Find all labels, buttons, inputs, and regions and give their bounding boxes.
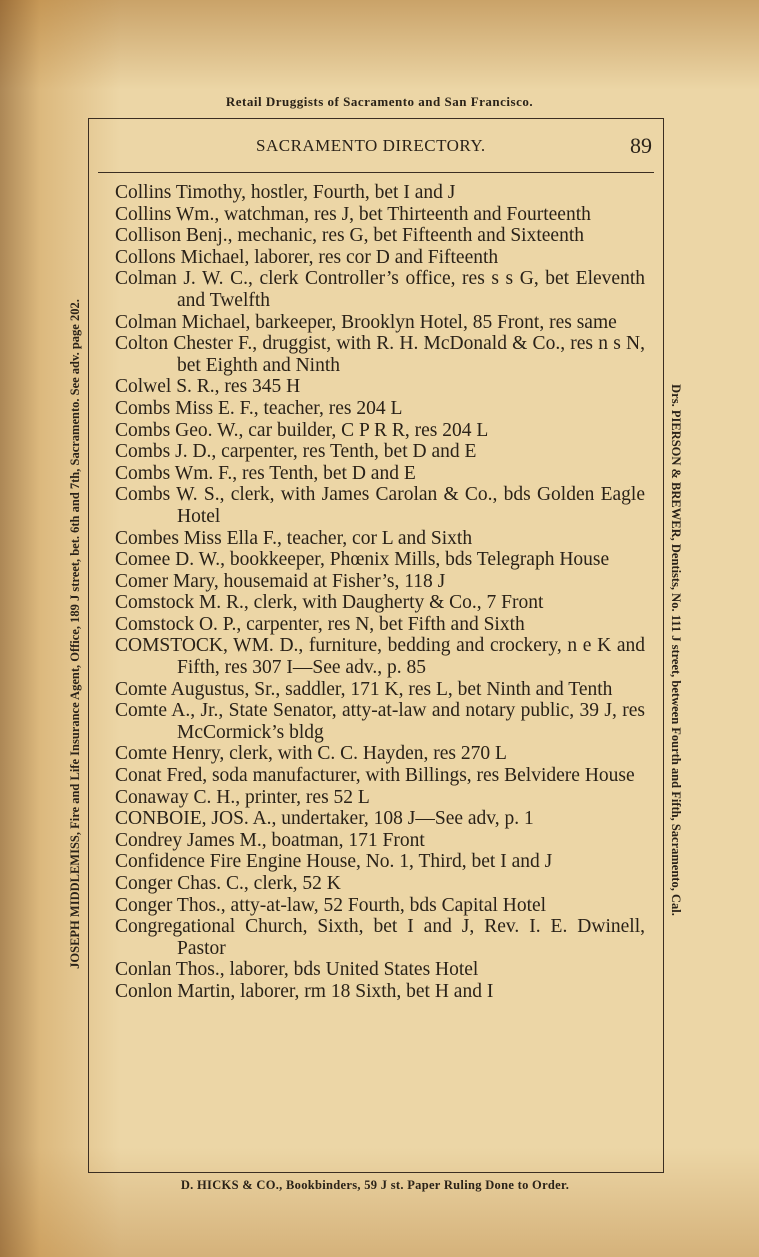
directory-entry: Combs Wm. F., res Tenth, bet D and E: [115, 462, 416, 484]
top-advertisement: Retail Druggists of Sacramento and San Francisco.: [225, 94, 534, 109]
directory-entry: Condrey James M., boatman, 171 Front: [115, 829, 425, 851]
directory-entry: Collison Benj., mechanic, res G, bet Fifteenth and Sixteenth: [115, 225, 584, 247]
directory-entry: Combs W. S., clerk, with James Carolan & Co., bds Golden Eagle Hotel: [115, 484, 645, 527]
directory-entry: Collons Michael, laborer, res cor D and Fifteenth: [115, 246, 499, 268]
directory-entry: Colman Michael, barkeeper, Brooklyn Hotel, 85 Front, res same: [115, 311, 617, 333]
directory-entry: Comstock O. P., carpenter, res N, bet Fifth and Sixth: [115, 613, 525, 635]
directory-entry: Combs Miss E. F., teacher, res 204 L: [115, 397, 403, 419]
directory-entry: Collins Timothy, hostler, Fourth, bet I and J: [115, 182, 456, 203]
directory-entry: Comte Augustus, Sr., saddler, 171 K, res L, bet Ninth and Tenth: [115, 678, 613, 700]
directory-entry: Combs Geo. W., car builder, C P R R, res 204 L: [115, 419, 489, 441]
directory-entries: [115, 182, 645, 1003]
right-margin-advertisement: Drs. PIERSON & BREWER, Dentists, No. 111 J street, between Fourth and Fifth, Sacramento, Cal.: [669, 384, 683, 916]
directory-entry: Confidence Fire Engine House, No. 1, Third, bet I and J: [115, 851, 553, 873]
directory-entry: Comte Henry, clerk, with C. C. Hayden, res 270 L: [115, 743, 507, 765]
directory-entry: Colman J. W. C., clerk Controller’s office, res s s G, bet Eleventh and Twelfth: [115, 268, 645, 311]
directory-entry: Colwel S. R., res 345 H: [115, 376, 301, 398]
directory-entry: Conaway C. H., printer, res 52 L: [115, 786, 370, 808]
directory-entry: Comstock M. R., clerk, with Daugherty & Co., 7 Front: [115, 592, 544, 614]
directory-entry: Conlan Thos., laborer, bds United States Hotel: [115, 959, 479, 981]
directory-entry: Conger Thos., atty-at-law, 52 Fourth, bds Capital Hotel: [115, 894, 547, 916]
directory-entry: Conlon Martin, laborer, rm 18 Sixth, bet H and I: [115, 980, 494, 1002]
directory-entry: Congregational Church, Sixth, bet I and J, Rev. I. E. Dwinell, Pastor: [115, 916, 645, 959]
directory-entry: CONBOIE, JOS. A., undertaker, 108 J—See adv, p. 1: [115, 808, 534, 830]
header-rule: [98, 172, 654, 173]
left-margin-advertisement: JOSEPH MIDDLEMISS, Fire and Life Insurance Agent, Office, 189 J street, bet. 6th and 7th, Sacramento. See adv. page 202.: [68, 299, 82, 969]
page-header: [88, 133, 662, 163]
directory-entry: Comer Mary, housemaid at Fisher’s, 118 J: [115, 570, 446, 592]
directory-entry: Comte A., Jr., State Senator, atty-at-law and notary public, 39 J, res McCormick’s bldg: [115, 700, 645, 743]
directory-entry: Collins Wm., watchman, res J, bet Thirteenth and Fourteenth: [115, 203, 591, 225]
directory-entry: Combes Miss Ella F., teacher, cor L and Sixth: [115, 527, 473, 549]
running-head: SACRAMENTO DIRECTORY.: [256, 136, 486, 155]
page-number: 89: [630, 133, 652, 158]
directory-entry: Conger Chas. C., clerk, 52 K: [115, 873, 341, 894]
bottom-advertisement: D. HICKS & CO., Bookbinders, 59 J st. Paper Ruling Done to Order.: [180, 1178, 570, 1192]
directory-entry: Conat Fred, soda manufacturer, with Billings, res Belvidere House: [115, 765, 635, 787]
directory-entry: Comee D. W., bookkeeper, Phœnix Mills, bds Telegraph House: [115, 549, 610, 571]
directory-entry: Combs J. D., carpenter, res Tenth, bet D and E: [115, 441, 477, 463]
directory-entry: Colton Chester F., druggist, with R. H. McDonald & Co., res n s N, bet Eighth and Ninth: [115, 333, 645, 376]
directory-entry: COMSTOCK, WM. D., furniture, bedding and crockery, n e K and Fifth, res 307 I—See adv., p. 85: [115, 635, 645, 679]
